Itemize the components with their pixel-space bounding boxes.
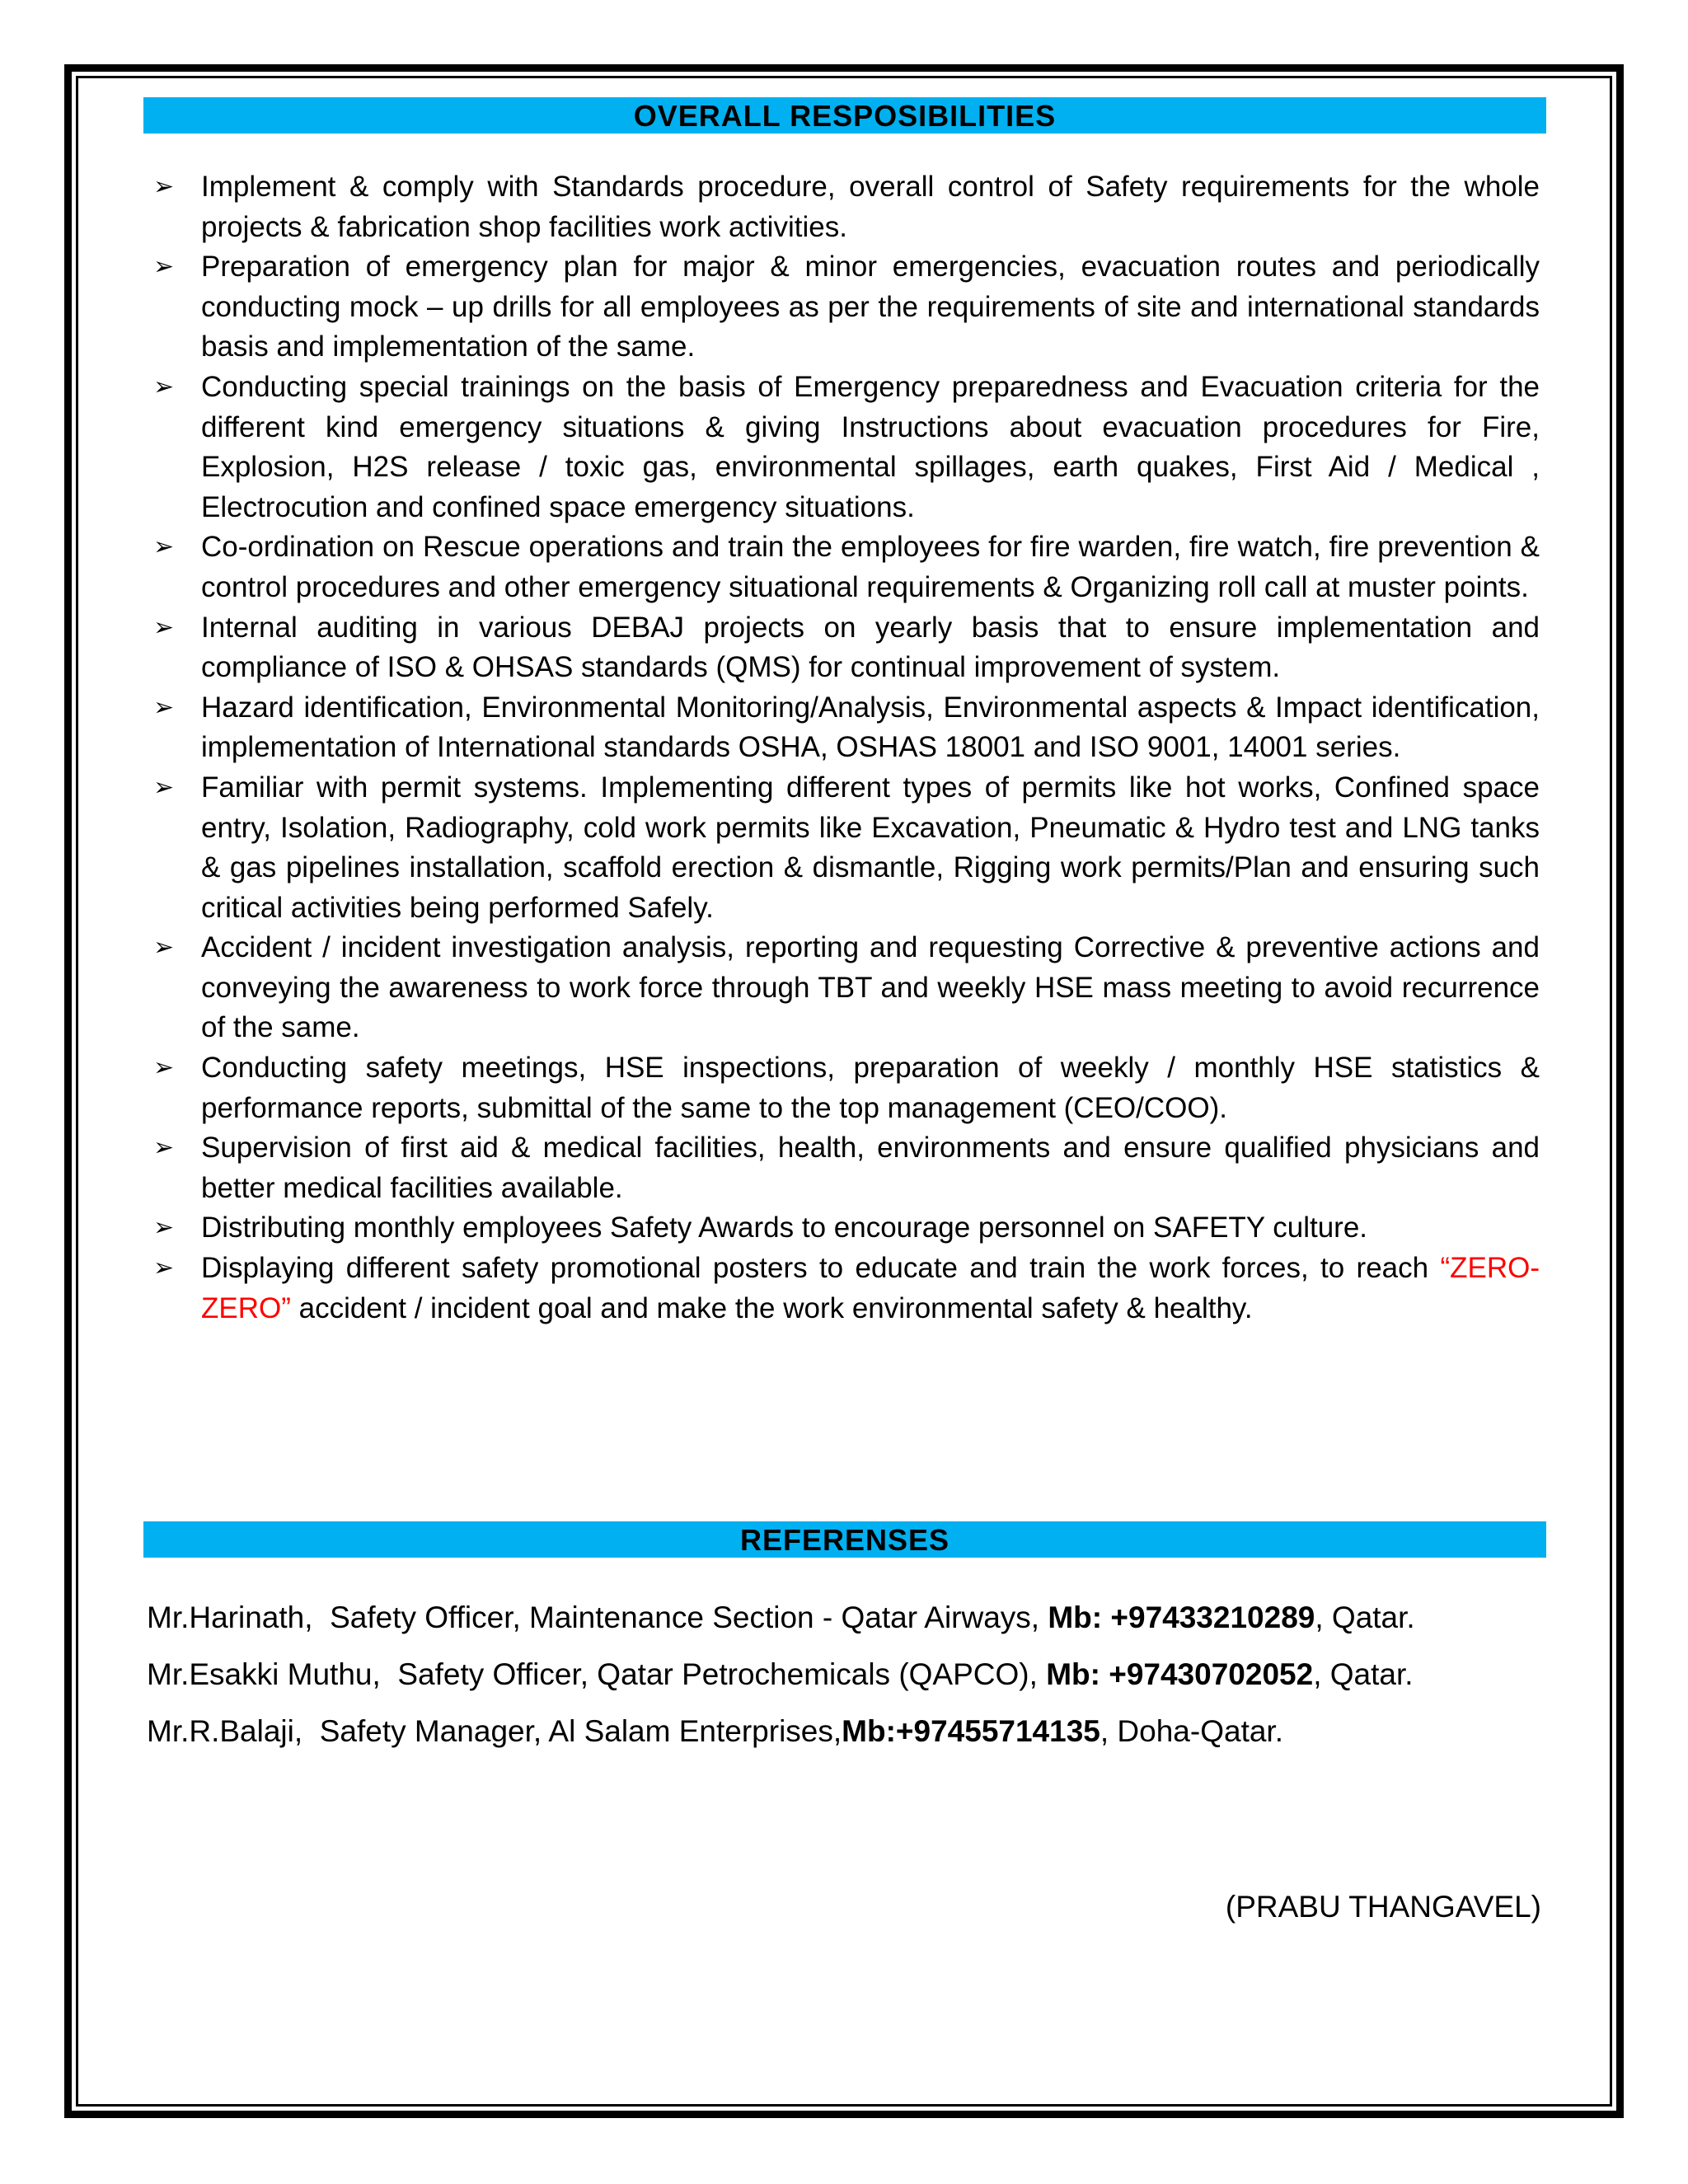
reference-item — [147, 1650, 1548, 1707]
reference-name: Mr.R.Balaji, — [147, 1714, 303, 1748]
reference-detail: Safety Officer, Qatar Petrochemicals (QAPCO), — [397, 1657, 1038, 1691]
zero-zero-highlight: “ZERO-ZERO” — [201, 1252, 1540, 1324]
list-item: ➢ Supervision of first aid & medical facilities, health, environments and ensure qualified physicians and better medical facilities available. — [147, 1128, 1540, 1208]
arrow-bullet-icon: ➢ — [153, 533, 175, 561]
list-item: ➢ Accident / incident investigation analysis, reporting and requesting Corrective & preventive actions and conveying the awareness to work force through TBT and weekly HSE mass meeting to avoid recurrence of the same. — [147, 928, 1540, 1048]
reference-item — [147, 1707, 1548, 1764]
arrow-bullet-icon: ➢ — [153, 1134, 175, 1162]
list-item: ➢ Familiar with permit systems. Implementing different types of permits like hot works, Confined space entry, Isolation, Radiography, cold work permits like Excavation, Pneumatic & Hydro test and LNG tanks & gas pipelines installation, scaffold erection & dismantle, Rigging work permits/Plan and ensuring such critical activities being performed Safely. — [147, 768, 1540, 928]
list-item: ➢ Hazard identification, Environmental Monitoring/Analysis, Environmental aspects & Impact identification, implementation of International standards OSHA, OSHAS 18001 and ISO 9001, 14001 series. — [147, 688, 1540, 768]
reference-item — [147, 1593, 1548, 1650]
reference-detail: Safety Officer, Maintenance Section - Qatar Airways, — [330, 1601, 1040, 1634]
signature-name: (PRABU THANGAVEL) — [1225, 1890, 1541, 1924]
list-item: ➢ Conducting special trainings on the basis of Emergency preparedness and Evacuation criteria for the different kind emergency situations & giving Instructions about evacuation procedures for Fire, Explosion, H2S release / toxic gas, environmental spillages, earth quakes, First Aid / Medical , Electrocution and confined space emergency situations. — [147, 368, 1540, 527]
list-item: ➢ Internal auditing in various DEBAJ projects on yearly basis that to ensure implementation and compliance of ISO & OHSAS standards (QMS) for continual improvement of system. — [147, 608, 1540, 688]
arrow-bullet-icon: ➢ — [153, 693, 175, 721]
reference-phone: Mb: +97430702052 — [1046, 1657, 1314, 1691]
arrow-bullet-icon: ➢ — [153, 373, 175, 401]
list-item: ➢ Preparation of emergency plan for major & minor emergencies, evacuation routes and periodically conducting mock – up drills for all employees as per the requirements of site and international standards basis and implementation of the same. — [147, 247, 1540, 368]
list-item: ➢ Implement & comply with Standards procedure, overall control of Safety requirements for the whole projects & fabrication shop facilities work activities. — [147, 167, 1540, 247]
reference-location: , Qatar. — [1313, 1657, 1414, 1691]
arrow-bullet-icon: ➢ — [153, 1054, 175, 1082]
reference-location: , Doha-Qatar. — [1100, 1714, 1283, 1748]
reference-detail: Safety Manager, Al Salam Enterprises, — [319, 1714, 842, 1748]
references-list — [147, 1593, 1548, 1764]
arrow-bullet-icon: ➢ — [153, 934, 175, 962]
reference-name: Mr.Harinath, — [147, 1601, 313, 1634]
list-item: ➢ Distributing monthly employees Safety Awards to encourage personnel on SAFETY culture. — [147, 1208, 1540, 1249]
arrow-bullet-icon: ➢ — [153, 613, 175, 641]
arrow-bullet-icon: ➢ — [153, 773, 175, 801]
arrow-bullet-icon: ➢ — [153, 1214, 175, 1242]
arrow-bullet-icon: ➢ — [153, 1254, 175, 1282]
arrow-bullet-icon: ➢ — [153, 173, 175, 200]
arrow-bullet-icon: ➢ — [153, 253, 175, 281]
reference-name: Mr.Esakki Muthu, — [147, 1657, 381, 1691]
responsibilities-heading: OVERALL RESPOSIBILITIES — [143, 97, 1546, 134]
responsibilities-list — [147, 167, 1540, 1329]
list-item: ➢ Conducting safety meetings, HSE inspections, preparation of weekly / monthly HSE statistics & performance reports, submittal of the same to the top management (CEO/COO). — [147, 1048, 1540, 1128]
list-item: ➢ Co-ordination on Rescue operations and train the employees for fire warden, fire watch, fire prevention & control procedures and other emergency situational requirements & Organizing roll call at muster points. — [147, 527, 1540, 607]
references-heading: REFERENSES — [143, 1521, 1546, 1558]
list-item: ➢ Displaying different safety promotional posters to educate and train the work forces, to reach “ZERO-ZERO” accident / incident goal and make the work environmental safety & healthy. — [147, 1249, 1540, 1329]
reference-phone: Mb: +97433210289 — [1048, 1601, 1315, 1634]
reference-location: , Qatar. — [1315, 1601, 1415, 1634]
reference-phone: Mb:+97455714135 — [842, 1714, 1100, 1748]
